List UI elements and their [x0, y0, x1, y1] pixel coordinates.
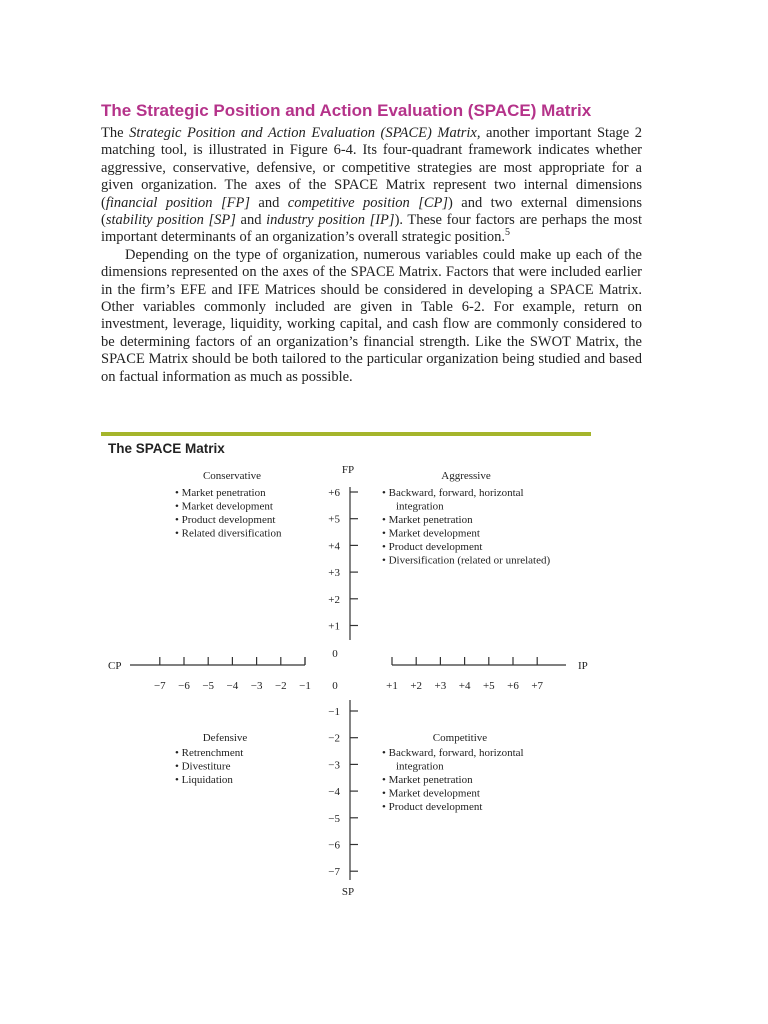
- paragraph-text: The: [101, 125, 130, 141]
- quadrant-title-conservative: Conservative: [202, 470, 262, 482]
- quadrant-item-competitive: • Market penetration: [382, 774, 473, 786]
- quadrant-title-aggressive: Aggressive: [441, 470, 491, 482]
- quadrant-item-aggressive: • Diversification (related or unrelated): [382, 554, 551, 567]
- tick-label-h-neg: −1: [299, 680, 311, 692]
- axis-name-fp: FP: [341, 464, 355, 476]
- paragraph-2: Depending on the type of organization, numerous variables could make up each of the dimensions represented on the axes of the SPACE Matrix. Factors that were included earlier in the firm’s EFE and IFE Matrices should be considered in developing a SPACE Matrix. Other variables commonly included are given in Table 6-2. For example, return on investment, leverage, liquidity, working capital, and cash flow are commonly considered to be determining factors of an organization’s financial strength. Like the SWOT Matrix, the SPACE Matrix should be both tailored to the particular organization being studied and based on factual information as much as possible.: [101, 246, 642, 385]
- tick-label-h-pos: +4: [458, 680, 471, 692]
- quadrant-title-competitive: Competitive: [432, 732, 488, 744]
- tick-label-h-pos: +1: [386, 680, 398, 692]
- quadrant-item-competitive: • Market development: [382, 787, 480, 800]
- tick-label-h-neg: −4: [226, 680, 239, 692]
- tick-label-v-pos: +3: [328, 567, 340, 580]
- origin-label-bottom: 0: [332, 680, 338, 692]
- tick-label-v-neg: −4: [328, 786, 340, 799]
- italic-term: competitive position [CP]: [287, 194, 449, 211]
- quadrant-item-defensive: • Retrenchment: [175, 747, 244, 759]
- axis-name-cp: CP: [108, 660, 122, 672]
- origin-label-top: 0: [332, 648, 338, 660]
- figure-title: The SPACE Matrix: [108, 441, 225, 456]
- tick-label-v-neg: −1: [328, 706, 340, 718]
- italic-term: industry position [IP]: [266, 212, 395, 229]
- axis-name-ip: IP: [578, 660, 588, 672]
- quadrant-texts: [175, 470, 551, 813]
- tick-label-v-neg: −5: [328, 812, 340, 825]
- footnote-ref: 5: [505, 227, 511, 239]
- tick-label-h-neg: −7: [153, 680, 166, 692]
- quadrant-item-conservative: • Market penetration: [175, 487, 266, 499]
- tick-label-v-pos: +1: [328, 620, 340, 633]
- quadrant-item-defensive: • Divestiture: [175, 760, 231, 773]
- italic-term: financial position [FP]: [105, 194, 250, 211]
- tick-label-v-pos: +5: [328, 513, 340, 526]
- tick-label-h-neg: −5: [202, 680, 215, 692]
- paragraph-text: and: [249, 194, 288, 211]
- quadrant-item-conservative: • Product development: [175, 514, 276, 526]
- quadrant-item-aggressive: • Market penetration: [382, 514, 473, 526]
- tick-label-v-pos: +4: [328, 540, 340, 553]
- quadrant-item-aggressive: integration: [396, 500, 444, 513]
- paragraph-text: ). These four factors are perhaps the most important determinants of an organization’s overall strategic position.: [101, 212, 642, 246]
- tick-label-v-pos: +2: [328, 593, 340, 606]
- quadrant-item-competitive: integration: [396, 760, 444, 773]
- quadrant-item-aggressive: • Market development: [382, 527, 480, 540]
- quadrant-item-aggressive: • Backward, forward, horizontal: [382, 487, 524, 499]
- quadrant-item-competitive: • Product development: [382, 801, 483, 813]
- quadrant-title-defensive: Defensive: [202, 732, 248, 744]
- tick-label-h-neg: −3: [250, 680, 263, 692]
- italic-term: Strategic Position and Action Evaluation (SPACE) Matrix,: [129, 125, 481, 141]
- tick-label-h-pos: +3: [434, 680, 447, 692]
- tick-label-v-neg: −6: [328, 839, 340, 852]
- tick-label-h-neg: −6: [178, 680, 190, 692]
- tick-label-h-neg: −2: [274, 680, 287, 692]
- paragraph-text: and: [235, 212, 267, 229]
- tick-label-h-pos: +2: [410, 680, 423, 692]
- paragraph-text: ) and two external dimensions (: [101, 194, 642, 229]
- quadrant-item-competitive: • Backward, forward, horizontal: [382, 747, 524, 759]
- quadrant-item-conservative: • Market development: [175, 500, 273, 513]
- tick-label-h-pos: +6: [507, 680, 519, 692]
- paragraph-text: another important Stage 2 matching tool, is illustrated in Figure 6-4. Its four-quadrant framework indicates whether aggressive, conservative, defensive, or competitive strategies are most appropriate for a given organization. The axes of the SPACE Matrix represent two internal dimensions (: [101, 125, 643, 211]
- tick-label-h-pos: +5: [482, 680, 495, 692]
- tick-label-v-neg: −7: [328, 866, 340, 879]
- quadrant-item-defensive: • Liquidation: [175, 774, 233, 786]
- axes-lines: [130, 487, 566, 880]
- tick-label-h-pos: +7: [531, 680, 544, 692]
- tick-label-v-neg: −2: [328, 732, 340, 745]
- quadrant-item-conservative: • Related diversification: [175, 527, 282, 540]
- quadrant-item-aggressive: • Product development: [382, 541, 483, 553]
- section-heading: The Strategic Position and Action Evaluation (SPACE) Matrix: [101, 101, 592, 120]
- tick-label-v-neg: −3: [328, 759, 340, 772]
- italic-term: stability position [SP]: [105, 212, 236, 229]
- axis-name-sp: SP: [341, 886, 355, 898]
- tick-label-v-pos: +6: [328, 487, 340, 499]
